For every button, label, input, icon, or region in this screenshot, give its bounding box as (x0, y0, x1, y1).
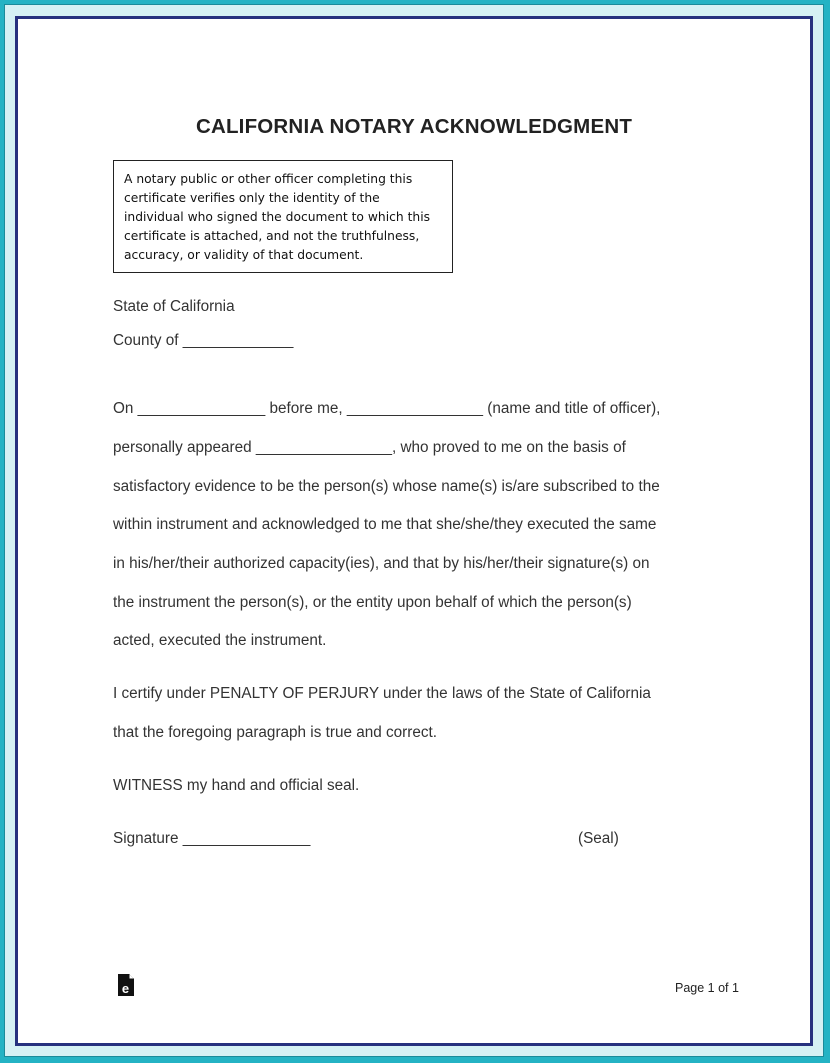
body-line: acted, executed the instrument. (113, 632, 327, 649)
body-line: the instrument the person(s), or the entity upon behalf of which the person(s) (113, 594, 632, 611)
signature-line: Signature _______________ (113, 830, 311, 847)
certify-line: that the foregoing paragraph is true and correct. (113, 724, 437, 741)
body-line: personally appeared ________________, who proved to me on the basis of (113, 439, 626, 456)
body-line: in his/her/their authorized capacity(ies), and that by his/her/their signature(s) on (113, 555, 650, 572)
state-line: State of California (113, 298, 235, 315)
witness-line: WITNESS my hand and official seal. (113, 777, 360, 794)
document-page (15, 16, 813, 1046)
body-line: On _______________ before me, ________________ (name and title of officer), (113, 400, 661, 417)
disclaimer-line: certificate verifies only the identity of the (124, 191, 380, 205)
county-line: County of _____________ (113, 332, 294, 349)
disclaimer-line: A notary public or other officer completing this (124, 172, 413, 186)
body-line: within instrument and acknowledged to me that she/she/they executed the same (113, 516, 657, 533)
disclaimer-box (113, 160, 453, 273)
svg-text:e: e (121, 981, 130, 996)
disclaimer-line: certificate is attached, and not the truthfulness, (124, 229, 420, 243)
seal-label: (Seal) (578, 830, 619, 847)
document-title: CALIFORNIA NOTARY ACKNOWLEDGMENT (195, 115, 633, 138)
disclaimer-line: individual who signed the document to which this (124, 210, 431, 224)
certify-line: I certify under PENALTY OF PERJURY under the laws of the State of California (113, 685, 651, 702)
document-e-icon (117, 973, 135, 997)
disclaimer-line: accuracy, or validity of that document. (124, 248, 364, 262)
page-number: Page 1 of 1 (675, 981, 739, 995)
body-line: satisfactory evidence to be the person(s) whose name(s) is/are subscribed to the (113, 478, 660, 495)
